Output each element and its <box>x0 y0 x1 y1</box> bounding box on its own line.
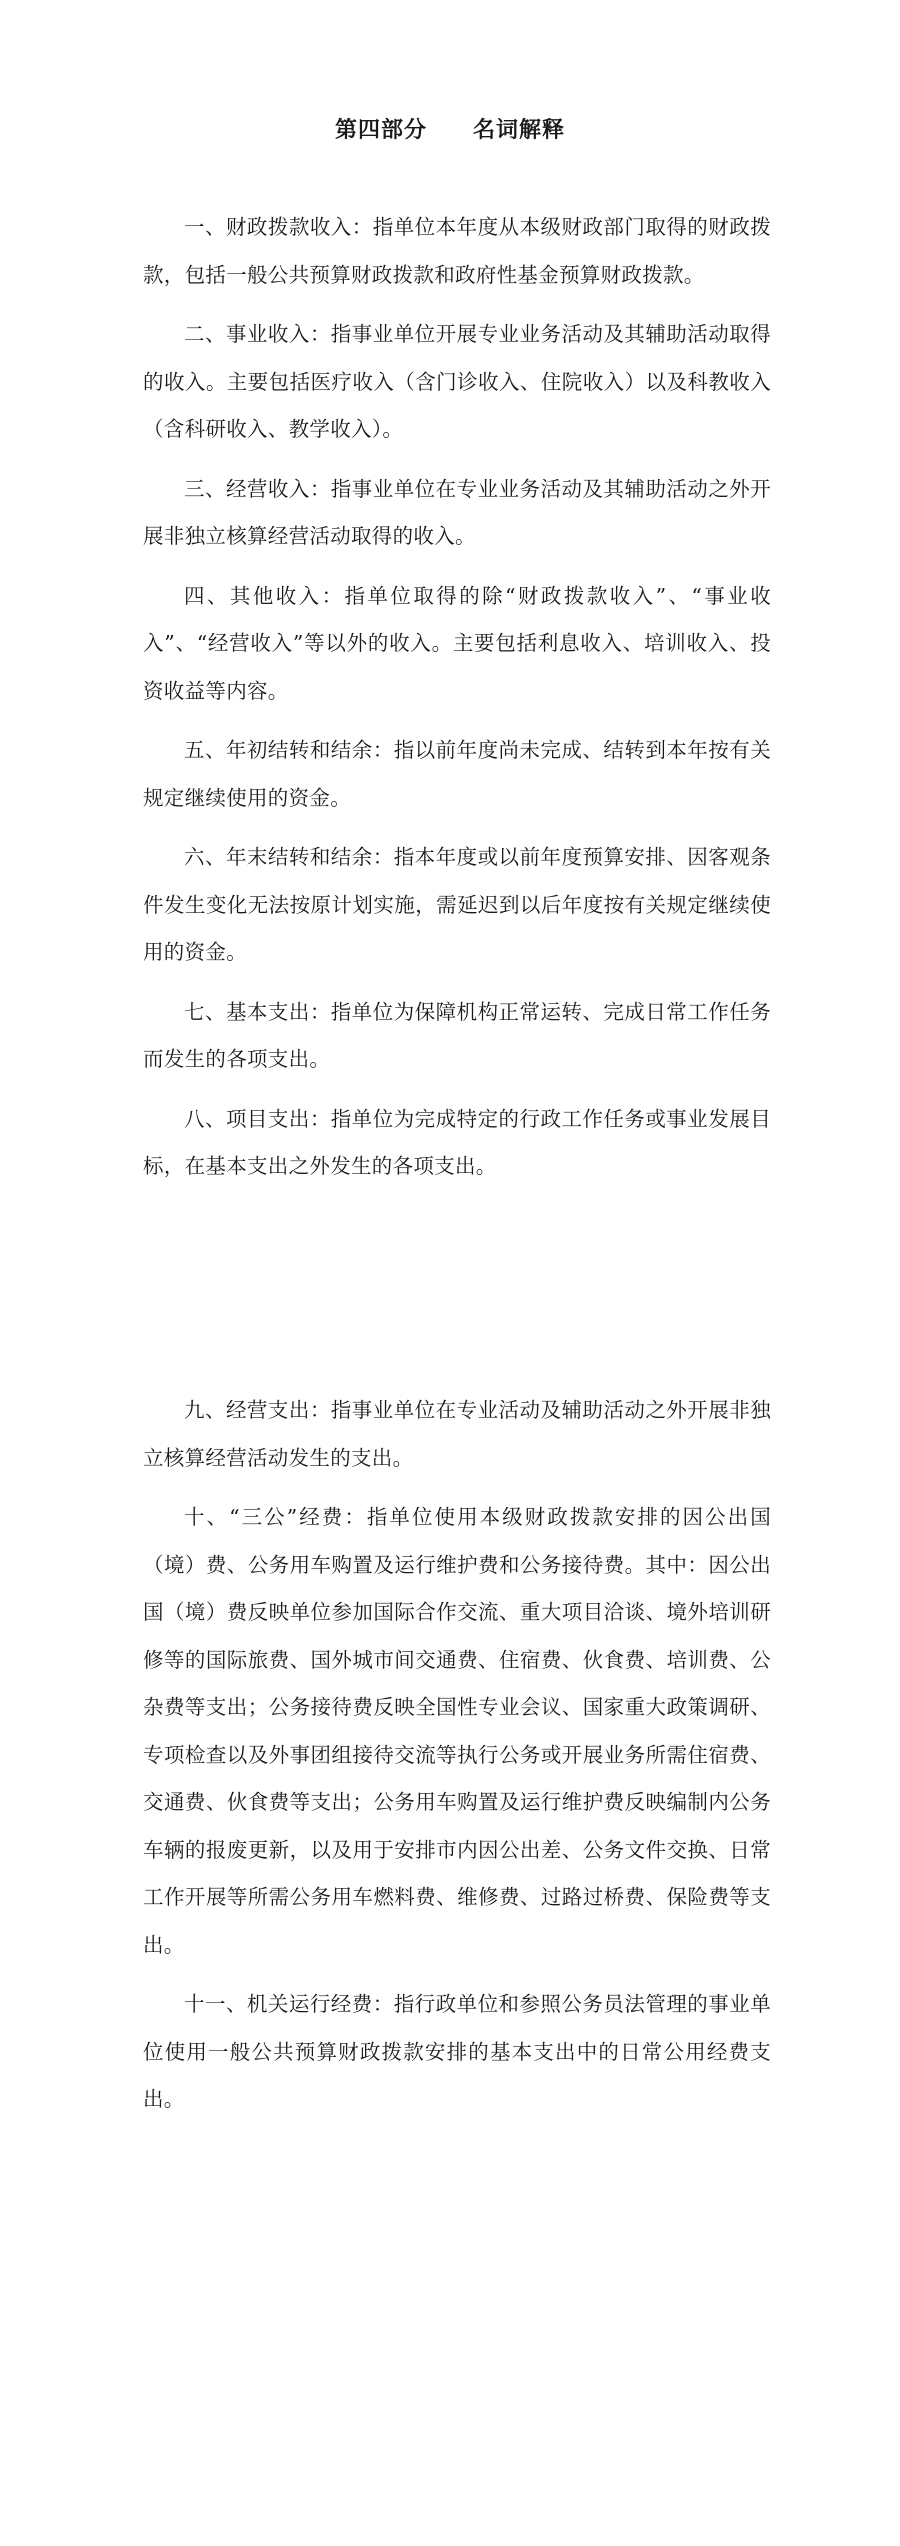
definition-item-9: 九、经营支出：指事业单位在专业活动及辅助活动之外开展非独立核算经营活动发生的支出。 <box>143 1398 771 1470</box>
definitions-section-page-1 <box>143 204 771 1203</box>
definition-item-2: 二、事业收入：指事业单位开展专业业务活动及其辅助活动取得的收入。主要包括医疗收入（含门诊收入、住院收入）以及科教收入（含科研收入、教学收入）。 <box>143 322 771 441</box>
page-title: 第四部分 名词解释 <box>334 118 565 143</box>
definition-item-10: 十、“三公”经费：指单位使用本级财政拨款安排的因公出国（境）费、公务用车购置及运行维护费和公务接待费。其中：因公出国（境）费反映单位参加国际合作交流、重大项目洽谈、境外培训研修等的国际旅费、国外城市间交通费、住宿费、伙食费、培训费、公杂费等支出；公务接待费反映全国性专业会议、国家重大政策调研、专项检查以及外事团组接待交流等执行公务或开展业务所需住宿费、交通费、伙食费等支出；公务用车购置及运行维护费反映编制内公务车辆的报废更新，以及用于安排市内因公出差、公务文件交换、日常工作开展等所需公务用车燃料费、维修费、过路过桥费、保险费等支出。 <box>143 1505 771 1957</box>
definition-item-8: 八、项目支出：指单位为完成特定的行政工作任务或事业发展目标，在基本支出之外发生的各项支出。 <box>143 1106 771 1178</box>
definition-item-5: 五、年初结转和结余：指以前年度尚未完成、结转到本年按有关规定继续使用的资金。 <box>143 738 771 810</box>
definition-item-1: 一、财政拨款收入：指单位本年度从本级财政部门取得的财政拨款，包括一般公共预算财政拨款和政府性基金预算财政拨款。 <box>143 215 771 287</box>
definition-item-7: 七、基本支出：指单位为保障机构正常运转、完成日常工作任务而发生的各项支出。 <box>143 999 771 1071</box>
definition-item-6: 六、年末结转和结余：指本年度或以前年度预算安排、因客观条件发生变化无法按原计划实施，需延迟到以后年度按有关规定继续使用的资金。 <box>143 845 771 964</box>
definitions-section-page-2 <box>143 1387 771 2136</box>
definition-item-4: 四、其他收入：指单位取得的除“财政拨款收入”、“事业收入”、“经营收入”等以外的收入。主要包括利息收入、培训收入、投资收益等内容。 <box>143 583 771 703</box>
definition-item-11: 十一、机关运行经费：指行政单位和参照公务员法管理的事业单位使用一般公共预算财政拨款安排的基本支出中的日常公用经费支出。 <box>143 1992 771 2111</box>
definition-item-3: 三、经营收入：指事业单位在专业业务活动及其辅助活动之外开展非独立核算经营活动取得的收入。 <box>143 476 771 548</box>
